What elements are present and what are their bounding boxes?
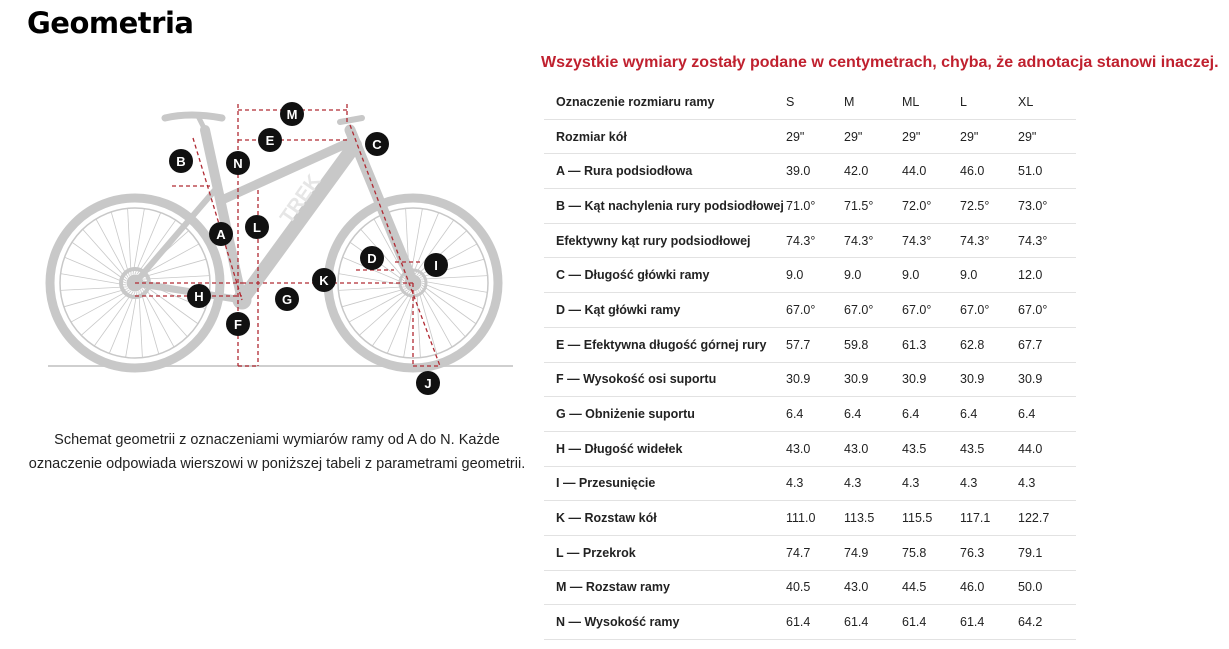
marker-k-icon bbox=[312, 268, 336, 292]
row-value: 30.9 bbox=[844, 362, 902, 397]
row-value: 67.0° bbox=[960, 293, 1018, 328]
row-value: 61.4 bbox=[902, 605, 960, 640]
row-value: 29" bbox=[786, 119, 844, 154]
row-value: 43.0 bbox=[844, 431, 902, 466]
row-label: E — Efektywna długość górnej rury bbox=[544, 327, 786, 362]
svg-text:B: B bbox=[176, 154, 186, 169]
row-value: 39.0 bbox=[786, 154, 844, 189]
svg-text:M: M bbox=[286, 107, 298, 122]
diagram-caption: Schemat geometrii z oznaczeniami wymiarów ramy od A do N. Każde oznaczenie odpowiada wierszowi w poniższej tabeli z parametrami geometrii. bbox=[28, 432, 526, 472]
row-value: 51.0 bbox=[1018, 154, 1076, 189]
row-value: 4.3 bbox=[902, 466, 960, 501]
row-value: 29" bbox=[902, 119, 960, 154]
row-value: XL bbox=[1018, 85, 1076, 119]
row-value: 74.7 bbox=[786, 535, 844, 570]
row-value: 73.0° bbox=[1018, 189, 1076, 224]
row-label: H — Długość widełek bbox=[544, 431, 786, 466]
row-value: 74.3° bbox=[1018, 223, 1076, 258]
row-value: 29" bbox=[960, 119, 1018, 154]
row-value: 67.0° bbox=[1018, 293, 1076, 328]
row-value: 6.4 bbox=[786, 397, 844, 432]
row-value: 44.0 bbox=[902, 154, 960, 189]
row-value: 72.5° bbox=[960, 189, 1018, 224]
table-row bbox=[544, 223, 1076, 258]
row-value: 74.3° bbox=[844, 223, 902, 258]
row-value: 42.0 bbox=[844, 154, 902, 189]
row-label: B — Kąt nachylenia rury podsiodłowej bbox=[544, 189, 786, 224]
table-row bbox=[544, 293, 1076, 328]
table-row bbox=[544, 362, 1076, 397]
row-value: 4.3 bbox=[786, 466, 844, 501]
marker-h-icon bbox=[187, 284, 211, 308]
row-value: 4.3 bbox=[1018, 466, 1076, 501]
row-value: 71.5° bbox=[844, 189, 902, 224]
row-value: 40.5 bbox=[786, 570, 844, 605]
row-value: L bbox=[960, 85, 1018, 119]
row-value: 62.8 bbox=[960, 327, 1018, 362]
table-row bbox=[544, 605, 1076, 640]
svg-text:A: A bbox=[216, 227, 226, 242]
row-label: M — Rozstaw ramy bbox=[544, 570, 786, 605]
svg-text:L: L bbox=[253, 220, 261, 235]
table-row bbox=[544, 327, 1076, 362]
row-value: 9.0 bbox=[960, 258, 1018, 293]
row-value: 43.5 bbox=[902, 431, 960, 466]
row-label: C — Długość główki ramy bbox=[544, 258, 786, 293]
geometry-table bbox=[544, 85, 1076, 640]
row-value: 6.4 bbox=[960, 397, 1018, 432]
row-label: D — Kąt główki ramy bbox=[544, 293, 786, 328]
marker-j-icon bbox=[416, 371, 440, 395]
svg-text:N: N bbox=[233, 156, 243, 171]
table-row bbox=[544, 189, 1076, 224]
row-value: 30.9 bbox=[902, 362, 960, 397]
row-value: 6.4 bbox=[902, 397, 960, 432]
svg-text:F: F bbox=[234, 317, 242, 332]
row-value: 67.0° bbox=[844, 293, 902, 328]
row-value: 67.7 bbox=[1018, 327, 1076, 362]
row-value: 6.4 bbox=[1018, 397, 1076, 432]
row-value: 61.4 bbox=[960, 605, 1018, 640]
row-value: S bbox=[786, 85, 844, 119]
table-row bbox=[544, 258, 1076, 293]
row-value: 4.3 bbox=[960, 466, 1018, 501]
row-value: 64.2 bbox=[1018, 605, 1076, 640]
svg-text:I: I bbox=[434, 258, 438, 273]
row-value: 29" bbox=[844, 119, 902, 154]
row-value: 74.3° bbox=[786, 223, 844, 258]
row-value: 44.0 bbox=[1018, 431, 1076, 466]
marker-d-icon bbox=[360, 246, 384, 270]
marker-m-icon bbox=[280, 102, 304, 126]
svg-text:H: H bbox=[194, 289, 204, 304]
marker-n-icon bbox=[226, 151, 250, 175]
svg-text:C: C bbox=[372, 137, 382, 152]
svg-text:J: J bbox=[424, 376, 432, 391]
row-value: 61.4 bbox=[786, 605, 844, 640]
row-value: 67.0° bbox=[786, 293, 844, 328]
row-value: 122.7 bbox=[1018, 501, 1076, 536]
row-value: 74.3° bbox=[902, 223, 960, 258]
frame-logo: TREK bbox=[276, 170, 326, 228]
row-value: 43.0 bbox=[786, 431, 844, 466]
row-value: ML bbox=[902, 85, 960, 119]
row-value: 12.0 bbox=[1018, 258, 1076, 293]
row-value: 74.3° bbox=[960, 223, 1018, 258]
row-value: 71.0° bbox=[786, 189, 844, 224]
row-value: 30.9 bbox=[960, 362, 1018, 397]
table-row bbox=[544, 570, 1076, 605]
svg-text:D: D bbox=[367, 251, 377, 266]
row-value: 76.3 bbox=[960, 535, 1018, 570]
row-label: F — Wysokość osi suportu bbox=[544, 362, 786, 397]
table-row bbox=[544, 119, 1076, 154]
row-label: L — Przekrok bbox=[544, 535, 786, 570]
table-row bbox=[544, 501, 1076, 536]
table-row bbox=[544, 397, 1076, 432]
marker-c-icon bbox=[365, 132, 389, 156]
row-label: I — Przesunięcie bbox=[544, 466, 786, 501]
row-value: 61.3 bbox=[902, 327, 960, 362]
row-value: 46.0 bbox=[960, 570, 1018, 605]
row-value: 57.7 bbox=[786, 327, 844, 362]
svg-text:G: G bbox=[281, 292, 293, 307]
row-value: 30.9 bbox=[786, 362, 844, 397]
marker-l-icon bbox=[245, 215, 269, 239]
table-row bbox=[544, 431, 1076, 466]
row-label: K — Rozstaw kół bbox=[544, 501, 786, 536]
page-title: Geometria bbox=[27, 6, 194, 40]
row-value: 9.0 bbox=[844, 258, 902, 293]
row-value: 74.9 bbox=[844, 535, 902, 570]
row-value: 67.0° bbox=[902, 293, 960, 328]
svg-text:K: K bbox=[319, 273, 329, 288]
row-value: 111.0 bbox=[786, 501, 844, 536]
row-value: 9.0 bbox=[902, 258, 960, 293]
row-value: 115.5 bbox=[902, 501, 960, 536]
bike-geometry-diagram bbox=[40, 95, 520, 405]
row-value: M bbox=[844, 85, 902, 119]
row-label: A — Rura podsiodłowa bbox=[544, 154, 786, 189]
row-value: 43.0 bbox=[844, 570, 902, 605]
row-label: G — Obniżenie suportu bbox=[544, 397, 786, 432]
row-value: 4.3 bbox=[844, 466, 902, 501]
marker-e-icon bbox=[258, 128, 282, 152]
marker-f-icon bbox=[226, 312, 250, 336]
units-note: Wszystkie wymiary zostały podane w centymetrach, chyba, że adnotacja stanowi inaczej. bbox=[541, 54, 1219, 71]
table-row bbox=[544, 154, 1076, 189]
row-value: 43.5 bbox=[960, 431, 1018, 466]
row-value: 46.0 bbox=[960, 154, 1018, 189]
row-label: Efektywny kąt rury podsiodłowej bbox=[544, 223, 786, 258]
row-value: 79.1 bbox=[1018, 535, 1076, 570]
marker-i-icon bbox=[424, 253, 448, 277]
marker-g-icon bbox=[275, 287, 299, 311]
row-value: 9.0 bbox=[786, 258, 844, 293]
row-value: 59.8 bbox=[844, 327, 902, 362]
row-value: 72.0° bbox=[902, 189, 960, 224]
row-value: 75.8 bbox=[902, 535, 960, 570]
row-value: 113.5 bbox=[844, 501, 902, 536]
marker-b-icon bbox=[169, 149, 193, 173]
row-label: Rozmiar kół bbox=[544, 119, 786, 154]
marker-a-icon bbox=[209, 222, 233, 246]
table-header-row bbox=[544, 85, 1076, 119]
table-row bbox=[544, 466, 1076, 501]
row-value: 117.1 bbox=[960, 501, 1018, 536]
row-value: 30.9 bbox=[1018, 362, 1076, 397]
row-value: 50.0 bbox=[1018, 570, 1076, 605]
row-value: 44.5 bbox=[902, 570, 960, 605]
row-value: 61.4 bbox=[844, 605, 902, 640]
row-value: 6.4 bbox=[844, 397, 902, 432]
svg-text:E: E bbox=[265, 133, 275, 148]
row-label: N — Wysokość ramy bbox=[544, 605, 786, 640]
table-row bbox=[544, 535, 1076, 570]
row-label: Oznaczenie rozmiaru ramy bbox=[544, 85, 786, 119]
row-value: 29" bbox=[1018, 119, 1076, 154]
